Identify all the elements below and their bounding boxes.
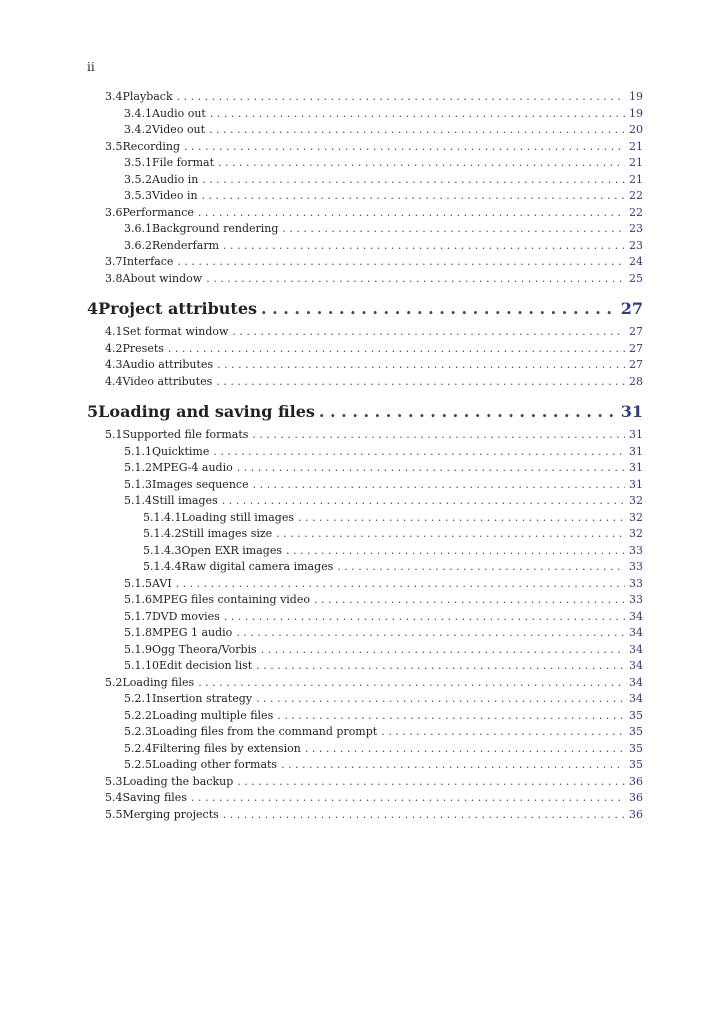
toc-page-link[interactable]: 21	[629, 156, 643, 169]
toc-dot-leader	[223, 807, 625, 824]
toc-page-link[interactable]: 34	[629, 675, 643, 689]
toc-entry-title: Still images size	[181, 527, 273, 540]
toc-entry-title: MPEG-4 audio	[152, 461, 233, 474]
toc-page-link[interactable]: 33	[629, 543, 643, 557]
toc-dot-leader	[277, 708, 625, 725]
toc-entry-title: Performance	[122, 205, 194, 219]
toc-entry-number: 3.6	[105, 205, 123, 219]
toc-page-link[interactable]: 23	[629, 222, 643, 235]
toc-entry-number: 5.1.6	[124, 593, 152, 606]
toc-entry-title: Loading the backup	[122, 774, 234, 788]
toc-dot-leader	[168, 341, 625, 358]
toc-entry-title: DVD movies	[152, 609, 220, 623]
toc-dot-leader	[252, 427, 625, 444]
toc-entry[interactable]	[87, 493, 643, 510]
toc-page-link[interactable]: 36	[629, 791, 643, 804]
toc-page-link[interactable]: 27	[629, 325, 643, 338]
toc-dot-leader	[202, 172, 625, 189]
toc-page-link[interactable]: 32	[629, 510, 643, 524]
toc-entry[interactable]	[87, 592, 643, 609]
toc-page-link[interactable]: 31	[620, 402, 643, 421]
toc-page-link[interactable]: 35	[629, 725, 643, 738]
toc-entry-number: 5.2.4	[124, 741, 152, 755]
toc-entry-number: 3.6.1	[124, 222, 152, 235]
toc-entry-title: Presets	[122, 341, 164, 355]
toc-entry-title: Loading still images	[181, 510, 294, 524]
toc-dot-leader	[314, 592, 625, 609]
toc-dot-leader	[217, 357, 625, 374]
toc-dot-leader	[206, 271, 625, 288]
toc-dot-leader	[281, 757, 625, 774]
toc-page-link[interactable]: 34	[629, 609, 643, 623]
toc-entry[interactable]	[87, 172, 643, 189]
toc-entry[interactable]	[87, 675, 643, 692]
toc-page-link[interactable]: 25	[629, 271, 643, 285]
toc-entry-number: 5.1.9	[124, 642, 152, 656]
toc-page-link[interactable]: 35	[629, 741, 643, 755]
toc-entry[interactable]	[87, 526, 643, 543]
toc-entry[interactable]	[87, 741, 643, 758]
toc-dot-leader	[176, 576, 625, 593]
toc-dot-leader	[237, 460, 625, 477]
toc-entry-number: 4	[87, 299, 99, 318]
toc-entry-title: Audio attributes	[122, 358, 214, 371]
toc-entry[interactable]	[87, 271, 643, 288]
toc-entry-number: 3.5.3	[124, 189, 152, 202]
toc-page-link[interactable]: 36	[629, 774, 643, 788]
toc-entry-title: Recording	[122, 139, 181, 153]
toc-entry-number: 5.1.4.3	[143, 543, 182, 557]
toc-entry-number: 5.2.3	[124, 725, 152, 738]
toc-entry[interactable]	[87, 510, 643, 527]
toc-page-link[interactable]: 31	[629, 428, 643, 441]
toc-entry-number: 5.1.4.2	[143, 527, 182, 540]
toc-entry[interactable]	[87, 341, 643, 358]
toc-dot-leader	[218, 155, 625, 172]
toc-dot-leader	[337, 559, 625, 576]
toc-entry[interactable]	[87, 122, 643, 139]
toc-entry-title: Project attributes	[98, 299, 257, 318]
toc-entry-number: 5.2.1	[124, 692, 152, 705]
toc-entry-title: Edit decision list	[159, 659, 253, 672]
toc-entry-number: 5.1.4.1	[143, 510, 182, 524]
toc-dot-leader	[177, 254, 625, 271]
toc-entry-title: Merging projects	[122, 807, 219, 821]
toc-entry-number: 3.5.1	[124, 156, 152, 169]
toc-page-link[interactable]: 27	[620, 299, 643, 318]
toc-entry-number: 3.7	[105, 255, 123, 268]
toc-page-link[interactable]: 35	[629, 758, 643, 771]
toc-entry[interactable]	[87, 543, 643, 560]
toc-dot-leader	[198, 675, 625, 692]
toc-dot-leader	[276, 526, 625, 543]
toc-entry[interactable]	[87, 374, 643, 391]
toc-entry-number: 5.1.3	[124, 477, 152, 491]
toc-page-link[interactable]: 33	[629, 593, 643, 606]
toc-dot-leader	[256, 691, 625, 708]
toc-page-link[interactable]: 31	[629, 461, 643, 474]
toc-entry[interactable]	[87, 477, 643, 494]
toc-entry[interactable]	[87, 559, 643, 576]
toc-page-link[interactable]: 27	[629, 358, 643, 371]
toc-dot-leader	[213, 444, 625, 461]
toc-entry-number: 5.3	[105, 774, 123, 788]
toc-entry-number: 4.2	[105, 341, 123, 355]
toc-entry-number: 5.1.10	[124, 659, 159, 672]
toc-entry[interactable]	[87, 708, 643, 725]
toc-page-link[interactable]: 35	[629, 708, 643, 722]
toc-entry-title: AVI	[152, 576, 172, 590]
toc-entry-number: 5.1.4	[124, 494, 152, 507]
toc-entry[interactable]	[87, 89, 643, 106]
toc-entry-title: Still images	[152, 494, 218, 507]
toc-entry-number: 5.4	[105, 791, 123, 804]
toc-page-link[interactable]: 36	[629, 807, 643, 821]
toc-entry[interactable]	[87, 609, 643, 626]
toc-dot-leader	[305, 741, 625, 758]
toc-entry-number: 5.1.5	[124, 576, 152, 590]
toc-entry-title: Loading other formats	[152, 758, 278, 771]
toc-page-link[interactable]: 28	[629, 374, 643, 388]
toc-dot-leader	[319, 401, 617, 423]
toc-dot-leader	[261, 298, 617, 320]
toc-entry[interactable]	[87, 155, 643, 172]
toc-entry-title: Audio in	[152, 172, 199, 186]
toc-page-link[interactable]: 33	[629, 560, 643, 573]
toc-chapter-entry[interactable]	[87, 401, 643, 423]
toc-entry-title: Images sequence	[152, 477, 249, 491]
toc-entry-number: 5.2	[105, 675, 123, 689]
toc-entry-title: Interface	[122, 255, 174, 268]
toc-entry-number: 5	[87, 402, 99, 421]
toc-page-link[interactable]: 21	[629, 139, 643, 153]
toc-entry-number: 5.1.8	[124, 626, 152, 639]
toc-page-link[interactable]: 22	[629, 205, 643, 219]
toc-entry-title: MPEG files containing video	[152, 593, 310, 606]
toc-entry-title: File format	[152, 156, 215, 169]
toc-dot-leader	[224, 609, 625, 626]
toc-dot-leader	[184, 139, 625, 156]
toc-entry[interactable]	[87, 254, 643, 271]
toc-entry[interactable]	[87, 444, 643, 461]
toc-page-link[interactable]: 34	[629, 626, 643, 639]
toc-page-link[interactable]: 33	[629, 576, 643, 590]
toc-dot-leader	[286, 543, 625, 560]
toc-entry-title: Filtering files by extension	[152, 741, 301, 755]
toc-page-link[interactable]: 34	[629, 692, 643, 705]
toc-entry-number: 3.4.2	[124, 123, 152, 136]
toc-entry[interactable]	[87, 188, 643, 205]
toc-dot-leader	[202, 188, 625, 205]
toc-entry[interactable]	[87, 576, 643, 593]
toc-entry-number: 5.1	[105, 428, 123, 441]
toc-entry-number: 5.5	[105, 807, 123, 821]
toc-page-link[interactable]: 23	[629, 238, 643, 252]
toc-page-link[interactable]: 34	[629, 659, 643, 672]
toc-entry-title: Loading and saving files	[98, 402, 315, 421]
toc-entry[interactable]	[87, 238, 643, 255]
toc-page-link[interactable]: 31	[629, 444, 643, 458]
toc-entry-title: Supported file formats	[122, 428, 249, 441]
toc-dot-leader	[298, 510, 625, 527]
toc-entry-number: 4.3	[105, 358, 123, 371]
toc-entry[interactable]	[87, 774, 643, 791]
toc-dot-leader	[177, 89, 625, 106]
toc-entry-number: 3.5.2	[124, 172, 152, 186]
toc-entry-number: 5.1.1	[124, 444, 152, 458]
toc-entry-title: Raw digital camera images	[181, 560, 334, 573]
toc-entry[interactable]	[87, 807, 643, 824]
toc-entry-title: Video in	[152, 189, 198, 202]
toc-entry-title: About window	[122, 271, 203, 285]
toc-entry-title: Saving files	[122, 791, 187, 804]
toc-page-link[interactable]: 19	[629, 106, 643, 120]
toc-entry-number: 3.8	[105, 271, 123, 285]
toc-entry-number: 5.1.7	[124, 609, 152, 623]
toc-dot-leader	[216, 374, 625, 391]
toc-entry-number: 4.4	[105, 374, 123, 388]
toc-page-link[interactable]: 24	[629, 255, 643, 268]
toc-entry[interactable]	[87, 642, 643, 659]
toc-page-link[interactable]: 20	[629, 123, 643, 136]
toc-entry[interactable]	[87, 724, 643, 741]
toc-page-link[interactable]: 34	[629, 642, 643, 656]
toc-entry-title: Loading multiple files	[152, 708, 274, 722]
toc-entry[interactable]	[87, 658, 643, 675]
toc-page-link[interactable]: 27	[629, 341, 643, 355]
toc-entry-title: Playback	[122, 90, 173, 103]
toc-dot-leader	[237, 774, 625, 791]
toc-entry-title: Set format window	[122, 325, 229, 338]
toc-dot-leader	[191, 790, 625, 807]
toc-dot-leader	[253, 477, 625, 494]
toc-chapter-entry[interactable]	[87, 298, 643, 320]
toc-entry-number: 5.2.2	[124, 708, 152, 722]
toc-entry-number: 5.1.2	[124, 461, 152, 474]
toc-entry-title: MPEG 1 audio	[152, 626, 233, 639]
toc-dot-leader	[236, 625, 625, 642]
toc-page-link[interactable]: 32	[629, 527, 643, 540]
toc-page-link[interactable]: 22	[629, 189, 643, 202]
toc-entry[interactable]	[87, 757, 643, 774]
toc-dot-leader	[209, 122, 625, 139]
toc-entry-number: 4.1	[105, 325, 123, 338]
toc-entry-number: 5.2.5	[124, 758, 152, 771]
toc-dot-leader	[223, 238, 625, 255]
table-of-contents	[87, 89, 643, 823]
toc-dot-leader	[282, 221, 625, 238]
toc-page-link[interactable]: 21	[629, 172, 643, 186]
toc-entry[interactable]	[87, 790, 643, 807]
toc-entry-title: Insertion strategy	[152, 692, 253, 705]
toc-entry[interactable]	[87, 139, 643, 156]
toc-entry[interactable]	[87, 106, 643, 123]
toc-dot-leader	[232, 324, 625, 341]
toc-entry-title: Video out	[152, 123, 206, 136]
toc-dot-leader	[210, 106, 625, 123]
toc-entry-title: Loading files from the command prompt	[152, 725, 378, 738]
toc-dot-leader	[256, 658, 625, 675]
toc-entry[interactable]	[87, 691, 643, 708]
toc-entry-number: 3.6.2	[124, 238, 152, 252]
toc-entry-title: Renderfarm	[152, 238, 220, 252]
toc-entry-title: Ogg Theora/Vorbis	[152, 642, 257, 656]
toc-dot-leader	[381, 724, 625, 741]
toc-entry[interactable]	[87, 357, 643, 374]
toc-entry-number: 3.5	[105, 139, 123, 153]
toc-entry-title: Quicktime	[152, 444, 210, 458]
toc-entry-number: 5.1.4.4	[143, 560, 182, 573]
toc-entry-title: Background rendering	[152, 222, 279, 235]
toc-dot-leader	[198, 205, 625, 222]
toc-page-link[interactable]: 31	[629, 477, 643, 491]
toc-page-link[interactable]: 19	[629, 90, 643, 103]
page-number: ii	[87, 60, 95, 74]
toc-entry-title: Open EXR images	[181, 543, 282, 557]
toc-page-link[interactable]: 32	[629, 494, 643, 507]
toc-entry-number: 3.4.1	[124, 106, 152, 120]
toc-dot-leader	[222, 493, 625, 510]
toc-entry-title: Audio out	[152, 106, 206, 120]
toc-entry-number: 3.4	[105, 90, 123, 103]
toc-entry[interactable]	[87, 625, 643, 642]
toc-entry[interactable]	[87, 221, 643, 238]
toc-entry[interactable]	[87, 460, 643, 477]
toc-entry[interactable]	[87, 427, 643, 444]
toc-dot-leader	[261, 642, 625, 659]
toc-entry-title: Loading files	[122, 675, 195, 689]
toc-entry[interactable]	[87, 205, 643, 222]
toc-entry[interactable]	[87, 324, 643, 341]
toc-entry-title: Video attributes	[122, 374, 213, 388]
